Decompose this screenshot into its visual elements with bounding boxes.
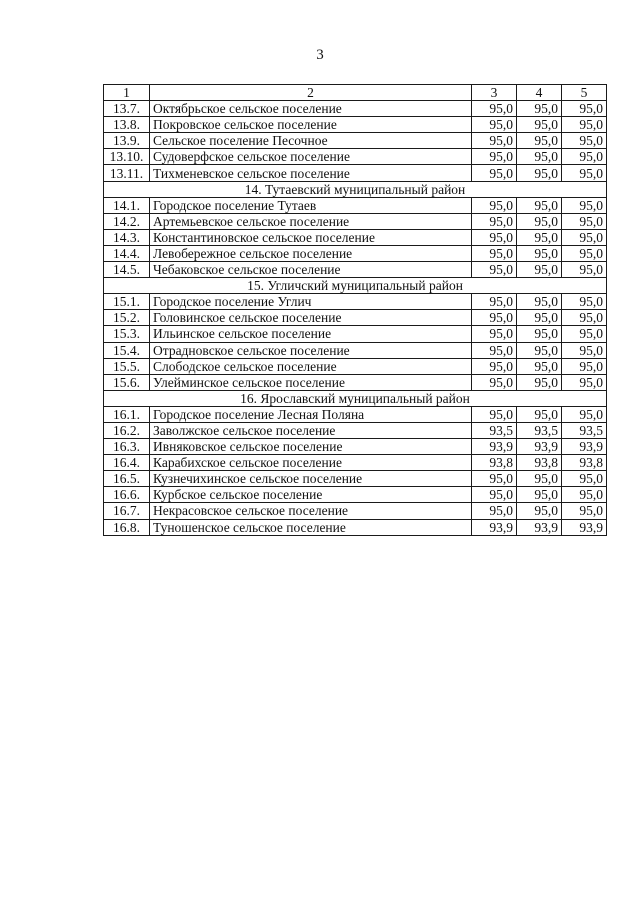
value-col-3: 95,0 (472, 471, 517, 487)
value-col-5: 95,0 (562, 471, 607, 487)
value-col-4: 95,0 (517, 503, 562, 519)
value-col-3: 95,0 (472, 487, 517, 503)
row-number: 14.4. (104, 245, 150, 261)
value-col-5: 95,0 (562, 133, 607, 149)
table-row (104, 133, 607, 149)
value-col-3: 95,0 (472, 358, 517, 374)
header-row (104, 85, 607, 101)
settlement-name: Сельское поселение Песочное (150, 133, 472, 149)
settlement-name: Левобережное сельское поселение (150, 245, 472, 261)
settlement-name: Городское поселение Углич (150, 294, 472, 310)
table-row (104, 262, 607, 278)
value-col-4: 95,0 (517, 101, 562, 117)
value-col-5: 93,9 (562, 439, 607, 455)
value-col-5: 95,0 (562, 358, 607, 374)
value-col-5: 95,0 (562, 101, 607, 117)
table-row (104, 422, 607, 438)
settlement-name: Чебаковское сельское поселение (150, 262, 472, 278)
row-number: 13.11. (104, 165, 150, 181)
section-header-row (104, 181, 607, 197)
value-col-5: 95,0 (562, 262, 607, 278)
value-col-5: 95,0 (562, 245, 607, 261)
value-col-4: 93,9 (517, 439, 562, 455)
row-number: 15.1. (104, 294, 150, 310)
section-header-row (104, 278, 607, 294)
row-number: 13.9. (104, 133, 150, 149)
table-row (104, 310, 607, 326)
value-col-3: 95,0 (472, 374, 517, 390)
table-row (104, 245, 607, 261)
row-number: 16.8. (104, 519, 150, 535)
table-row (104, 294, 607, 310)
value-col-3: 95,0 (472, 229, 517, 245)
settlement-name: Тихменевское сельское поселение (150, 165, 472, 181)
value-col-4: 95,0 (517, 262, 562, 278)
settlement-name: Слободское сельское поселение (150, 358, 472, 374)
table-row (104, 487, 607, 503)
row-number: 15.6. (104, 374, 150, 390)
value-col-5: 95,0 (562, 406, 607, 422)
value-col-5: 95,0 (562, 165, 607, 181)
value-col-4: 93,5 (517, 422, 562, 438)
settlement-name: Городское поселение Тутаев (150, 197, 472, 213)
table-row (104, 117, 607, 133)
row-number: 13.10. (104, 149, 150, 165)
value-col-5: 95,0 (562, 197, 607, 213)
value-col-3: 95,0 (472, 262, 517, 278)
value-col-4: 95,0 (517, 342, 562, 358)
section-header-row (104, 390, 607, 406)
value-col-4: 95,0 (517, 245, 562, 261)
settlement-name: Отрадновское сельское поселение (150, 342, 472, 358)
value-col-4: 95,0 (517, 117, 562, 133)
row-number: 16.1. (104, 406, 150, 422)
row-number: 16.2. (104, 422, 150, 438)
settlement-name: Некрасовское сельское поселение (150, 503, 472, 519)
table-row (104, 326, 607, 342)
value-col-4: 93,8 (517, 455, 562, 471)
value-col-5: 95,0 (562, 342, 607, 358)
value-col-3: 93,5 (472, 422, 517, 438)
value-col-3: 93,8 (472, 455, 517, 471)
table-row (104, 342, 607, 358)
row-number: 15.5. (104, 358, 150, 374)
value-col-4: 95,0 (517, 229, 562, 245)
settlement-name: Улейминское сельское поселение (150, 374, 472, 390)
row-number: 13.7. (104, 101, 150, 117)
value-col-4: 95,0 (517, 133, 562, 149)
row-number: 15.2. (104, 310, 150, 326)
header-cell-2: 2 (150, 85, 472, 101)
settlement-name: Головинское сельское поселение (150, 310, 472, 326)
value-col-5: 95,0 (562, 310, 607, 326)
value-col-5: 95,0 (562, 229, 607, 245)
header-cell-4: 4 (517, 85, 562, 101)
value-col-3: 95,0 (472, 503, 517, 519)
table-row (104, 358, 607, 374)
settlement-name: Октябрьское сельское поселение (150, 101, 472, 117)
row-number: 13.8. (104, 117, 150, 133)
row-number: 16.4. (104, 455, 150, 471)
section-title: 15. Угличский муниципальный район (104, 278, 607, 294)
settlement-name: Курбское сельское поселение (150, 487, 472, 503)
table-row (104, 471, 607, 487)
settlement-name: Заволжское сельское поселение (150, 422, 472, 438)
value-col-5: 95,0 (562, 294, 607, 310)
value-col-5: 93,9 (562, 519, 607, 535)
table-row (104, 406, 607, 422)
value-col-3: 95,0 (472, 213, 517, 229)
table-row (104, 149, 607, 165)
value-col-3: 95,0 (472, 342, 517, 358)
settlement-name: Константиновское сельское поселение (150, 229, 472, 245)
value-col-4: 95,0 (517, 406, 562, 422)
row-number: 16.5. (104, 471, 150, 487)
value-col-3: 93,9 (472, 439, 517, 455)
value-col-4: 95,0 (517, 487, 562, 503)
value-col-4: 95,0 (517, 358, 562, 374)
table-row (104, 503, 607, 519)
row-number: 15.4. (104, 342, 150, 358)
row-number: 14.1. (104, 197, 150, 213)
value-col-5: 95,0 (562, 487, 607, 503)
settlement-name: Судоверфское сельское поселение (150, 149, 472, 165)
row-number: 16.7. (104, 503, 150, 519)
row-number: 16.6. (104, 487, 150, 503)
value-col-3: 95,0 (472, 294, 517, 310)
table-row (104, 439, 607, 455)
value-col-3: 95,0 (472, 101, 517, 117)
value-col-5: 95,0 (562, 117, 607, 133)
section-title: 14. Тутаевский муниципальный район (104, 181, 607, 197)
settlement-name: Туношенское сельское поселение (150, 519, 472, 535)
table-body (104, 85, 607, 536)
section-title: 16. Ярославский муниципальный район (104, 390, 607, 406)
value-col-5: 95,0 (562, 326, 607, 342)
table-row (104, 519, 607, 535)
table-row (104, 213, 607, 229)
table-row (104, 165, 607, 181)
value-col-3: 95,0 (472, 117, 517, 133)
row-number: 14.2. (104, 213, 150, 229)
settlement-name: Покровское сельское поселение (150, 117, 472, 133)
value-col-3: 93,9 (472, 519, 517, 535)
table-row (104, 455, 607, 471)
value-col-5: 93,8 (562, 455, 607, 471)
settlement-name: Ильинское сельское поселение (150, 326, 472, 342)
table-row (104, 101, 607, 117)
value-col-4: 93,9 (517, 519, 562, 535)
value-col-4: 95,0 (517, 197, 562, 213)
row-number: 14.3. (104, 229, 150, 245)
value-col-3: 95,0 (472, 149, 517, 165)
settlement-name: Артемьевское сельское поселение (150, 213, 472, 229)
table-row (104, 229, 607, 245)
settlement-name: Ивняковское сельское поселение (150, 439, 472, 455)
header-cell-5: 5 (562, 85, 607, 101)
settlement-name: Городское поселение Лесная Поляна (150, 406, 472, 422)
value-col-5: 95,0 (562, 503, 607, 519)
value-col-3: 95,0 (472, 165, 517, 181)
value-col-4: 95,0 (517, 149, 562, 165)
table-row (104, 374, 607, 390)
value-col-5: 95,0 (562, 213, 607, 229)
value-col-3: 95,0 (472, 310, 517, 326)
value-col-4: 95,0 (517, 165, 562, 181)
settlements-table (103, 84, 607, 536)
value-col-4: 95,0 (517, 374, 562, 390)
value-col-4: 95,0 (517, 213, 562, 229)
value-col-4: 95,0 (517, 326, 562, 342)
row-number: 14.5. (104, 262, 150, 278)
value-col-3: 95,0 (472, 197, 517, 213)
value-col-5: 95,0 (562, 374, 607, 390)
value-col-4: 95,0 (517, 471, 562, 487)
settlement-name: Кузнечихинское сельское поселение (150, 471, 472, 487)
header-cell-3: 3 (472, 85, 517, 101)
page-number: 3 (316, 47, 324, 63)
table-row (104, 197, 607, 213)
value-col-3: 95,0 (472, 133, 517, 149)
settlement-name: Карабихское сельское поселение (150, 455, 472, 471)
value-col-3: 95,0 (472, 406, 517, 422)
value-col-5: 95,0 (562, 149, 607, 165)
row-number: 15.3. (104, 326, 150, 342)
value-col-4: 95,0 (517, 310, 562, 326)
value-col-5: 93,5 (562, 422, 607, 438)
row-number: 16.3. (104, 439, 150, 455)
value-col-4: 95,0 (517, 294, 562, 310)
value-col-3: 95,0 (472, 326, 517, 342)
header-cell-1: 1 (104, 85, 150, 101)
value-col-3: 95,0 (472, 245, 517, 261)
